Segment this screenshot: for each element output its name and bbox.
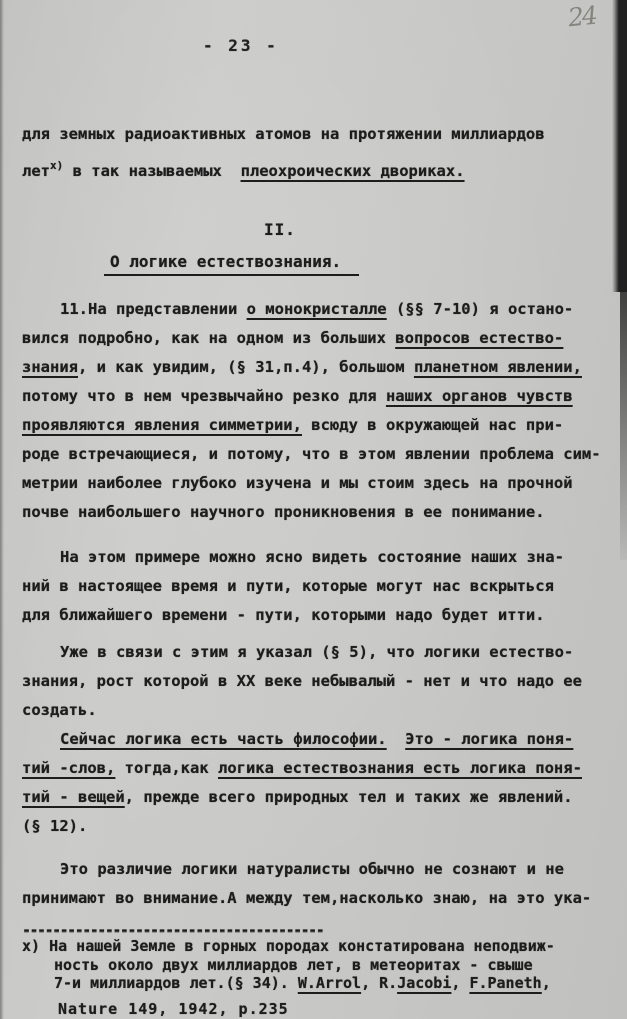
handwritten-folio-number: 24: [566, 0, 598, 33]
text-segment: (§§ 7-10) я остано-: [386, 300, 574, 318]
text-segment: Это различие логики натуралисты обычно не сознают и не: [60, 860, 564, 878]
text-line: [22, 601, 608, 630]
underlined-text-segment: F.Paneth: [469, 974, 542, 992]
text-line: [22, 812, 608, 841]
text-segment: почве наибольшего научного проникновения в ее понимание.: [22, 503, 545, 521]
underlined-text-segment: Jacobi: [397, 974, 452, 992]
text-segment: тогда,как: [115, 759, 218, 777]
underlined-text-segment: вопросов естество-: [395, 329, 564, 347]
text-line: [22, 937, 608, 956]
text-segment: создать.: [22, 701, 97, 719]
text-line: [22, 498, 608, 527]
footnote-lines: [22, 937, 608, 993]
text-segment: [387, 730, 406, 748]
underlined-text-segment: знания: [22, 358, 78, 376]
text-segment: в так называемых: [63, 162, 241, 180]
underlined-text-segment: наших органов чувств: [385, 387, 573, 405]
text-line: [22, 295, 608, 324]
text-segment: 11.На представлении: [60, 300, 247, 318]
text-segment: , и как увидим, (§ 31,п.4), большом: [78, 358, 414, 376]
text-segment: Уже в связи с этим я указал (§ 5), что логики естество-: [60, 643, 574, 661]
text-segment: роде встречающиеся, и потому, что в этом явлении проблема сим-: [22, 445, 601, 463]
text-line: [22, 440, 608, 469]
text-line: [22, 411, 608, 440]
section-number: II.: [264, 220, 296, 239]
underlined-text-segment: логика естествознания есть логика поня-: [217, 759, 582, 777]
page-content: [22, 118, 608, 1018]
text-segment: ,: [451, 974, 470, 992]
paragraph-3: [22, 638, 608, 725]
text-segment: потому что в нем чрезвычайно резко для: [22, 387, 386, 405]
text-segment: , R.: [361, 974, 398, 992]
text-segment: 7-и миллиардов лет.(§ 34).: [54, 974, 298, 992]
text-line: [22, 696, 608, 725]
footnote: [22, 923, 608, 1018]
text-line: [22, 855, 608, 884]
text-line: [22, 667, 608, 696]
text-segment: х) На нашей Земле в горных породах констатирована неподвиж-: [22, 937, 555, 955]
text-segment: х): [50, 159, 64, 172]
text-segment: ний в настоящее время и пути, которые могут нас вскрыться: [22, 577, 554, 595]
scan-edge-left: [0, 0, 4, 1019]
text-segment: знания, рост которой в XX веке небывалый - нет и что надо ее: [22, 672, 582, 690]
underlined-text-segment: плеохроических двориках.: [240, 162, 465, 180]
underlined-text-segment: Это - логика поня-: [405, 730, 574, 748]
body-paragraphs: [22, 295, 608, 913]
text-segment: вился подробно, как на одном из больших: [22, 329, 396, 347]
text-segment: , прежде всего природных тел и таких же явлений.: [124, 788, 573, 806]
underlined-text-segment: планетном явлении,: [413, 358, 582, 376]
text-segment: ,: [541, 974, 551, 992]
text-line: [22, 150, 608, 187]
text-line: [22, 118, 608, 150]
scan-edge-right-dark: [612, 0, 627, 292]
underlined-text-segment: тий -слов,: [22, 759, 116, 777]
paragraph-1: [22, 295, 608, 527]
scan-edge-right-fade: [620, 290, 627, 560]
underlined-text-segment: W.Arrol: [297, 974, 362, 992]
text-segment: На этом примере можно ясно видеть состояние наших зна-: [60, 548, 564, 566]
text-line: [22, 469, 608, 498]
text-line: [22, 543, 608, 572]
text-line: [22, 783, 608, 812]
text-line: [22, 974, 608, 993]
paragraph-5: [22, 855, 608, 913]
paragraph-2: [22, 543, 608, 630]
text-line: [22, 324, 608, 353]
intro-paragraph: [22, 118, 608, 187]
text-segment: для земных радиоактивных атомов на протяжении миллиардов: [22, 125, 545, 143]
text-segment: лет: [22, 162, 50, 180]
section-title-text: О логике естествознания.: [104, 252, 359, 276]
text-line: [22, 353, 608, 382]
text-segment: принимают во внимание.А между тем,насколько знаю, на это ука-: [22, 889, 592, 907]
text-line: [22, 956, 608, 975]
text-segment: для ближайшего времени - пути, которыми надо будет итти.: [22, 606, 545, 624]
text-segment: (§ 12).: [22, 817, 88, 835]
section-title: [104, 247, 608, 277]
text-line: [22, 382, 608, 411]
text-line: [22, 754, 608, 783]
footnote-reference: Nature 149, 1942, p.235: [58, 999, 289, 1018]
underlined-text-segment: проявляются явления симметрии,: [22, 416, 302, 434]
text-segment: всюду в окружающей нас при-: [301, 416, 564, 434]
underlined-text-segment: о монокристалле: [246, 300, 387, 318]
page-number: - 23 -: [203, 36, 279, 55]
underlined-text-segment: тий - вещей: [22, 788, 125, 806]
text-line: [22, 884, 608, 913]
footnote-separator: ----------------------------------------: [22, 921, 324, 939]
underlined-text-segment: Сейчас логика есть часть философии.: [60, 730, 387, 748]
text-segment: ность около двух миллиардов лет, в метеоритах - свыше: [54, 955, 533, 974]
text-line: [22, 725, 608, 754]
text-line: [22, 572, 608, 601]
paragraph-4: [22, 725, 608, 841]
text-segment: метрии наиболее глубоко изучена и мы стоим здесь на прочной: [22, 474, 573, 492]
text-line: [22, 638, 608, 667]
